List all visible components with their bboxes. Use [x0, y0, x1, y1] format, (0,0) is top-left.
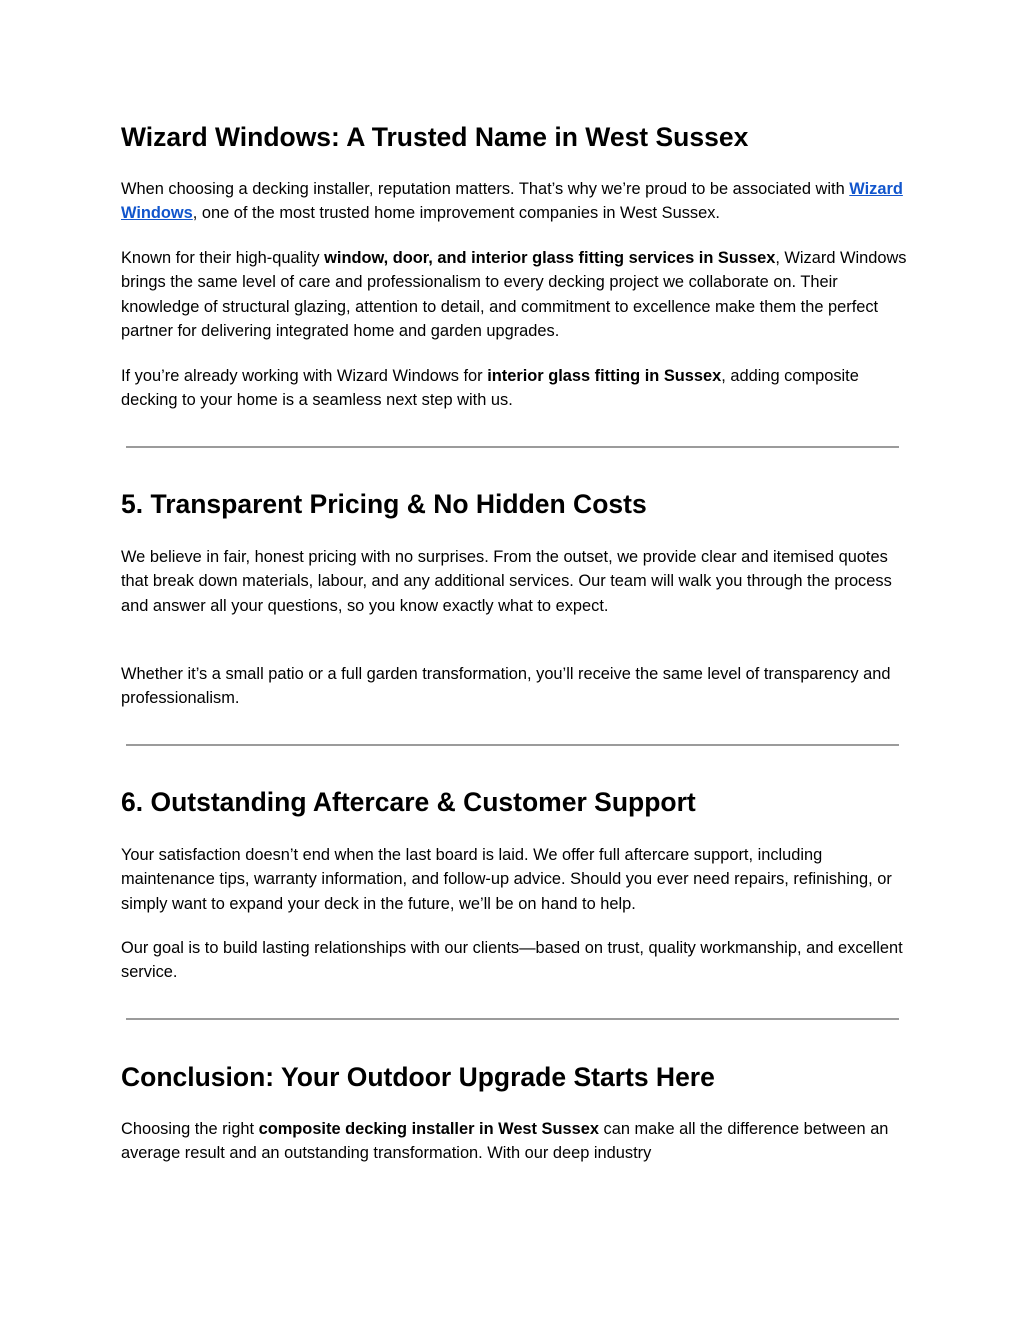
paragraph-aftercare-1: Your satisfaction doesn’t end when the last board is laid. We offer full aftercare support, including maintenance tips, warranty information, and follow-up advice. Should you ever need repairs, refinishing, or simply want to expand your deck in the future, we’ll be on hand to help. [121, 846, 892, 913]
paragraph-aftercare-2: Our goal is to build lasting relationships with our clients—based on trust, quality workmanship, and excellent service. [121, 939, 903, 982]
bold-text: interior glass fitting in Sussex [487, 367, 722, 385]
paragraph-wizard-intro [121, 177, 911, 226]
paragraph-wizard-glass [121, 364, 911, 413]
wizard-windows-link[interactable]: Wizard Windows [121, 180, 903, 223]
paragraph-conclusion [121, 1117, 911, 1166]
text-span: can make all the difference between an average result and an outstanding transformation. With our deep industry [121, 1120, 889, 1163]
text-span: If you’re already working with Wizard Windows for [121, 367, 488, 385]
paragraph-pricing-1: We believe in fair, honest pricing with no surprises. From the outset, we provide clear and itemised quotes that break down materials, labour, and any additional services. Our team will walk you through the process and answer all your questions, so you know exactly what to expect. [121, 548, 892, 615]
heading-conclusion: Conclusion: Your Outdoor Upgrade Starts Here [121, 1062, 715, 1092]
divider [126, 446, 899, 448]
text-span: Choosing the right [121, 1120, 259, 1138]
text-span: When choosing a decking installer, reputation matters. That’s why we’re proud to be associated with [121, 180, 850, 198]
divider [126, 744, 899, 746]
bold-text: window, door, and interior glass fitting services in Sussex [324, 249, 776, 267]
heading-aftercare: 6. Outstanding Aftercare & Customer Support [121, 787, 696, 817]
text-span: Known for their high-quality [121, 249, 325, 267]
text-span: , adding composite decking to your home is a seamless next step with us. [121, 367, 859, 410]
heading-transparent-pricing: 5. Transparent Pricing & No Hidden Costs [121, 489, 647, 519]
divider [126, 1018, 899, 1020]
text-span: , Wizard Windows brings the same level of care and professionalism to every decking project we collaborate on. Their knowledge of structural glazing, attention to detail, and commitment to excellence make them the perfect partner for delivering integrated home and garden upgrades. [121, 249, 907, 341]
text-span: , one of the most trusted home improvement companies in West Sussex. [192, 204, 720, 223]
paragraph-pricing-2: Whether it’s a small patio or a full garden transformation, you’ll receive the same level of transparency and professionalism. [121, 665, 891, 708]
heading-wizard-windows: Wizard Windows: A Trusted Name in West Sussex [121, 122, 749, 152]
bold-text: composite decking installer in West Sussex [258, 1120, 599, 1138]
paragraph-wizard-services [121, 246, 911, 344]
